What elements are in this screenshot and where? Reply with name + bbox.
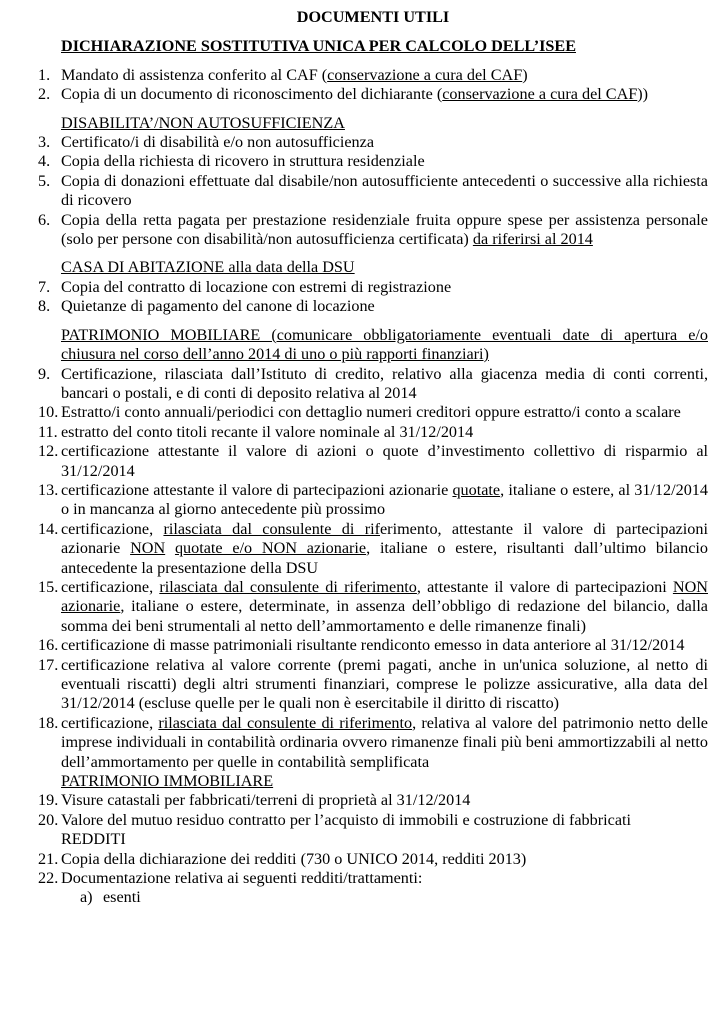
list-item [38, 133, 708, 152]
list-item [38, 211, 708, 250]
text-segment: Copia della richiesta di ricovero in struttura residenziale [61, 152, 425, 171]
list-item [38, 278, 708, 297]
list-item-text [61, 850, 708, 869]
underlined-text: rilasciata dal consulente di rif [163, 519, 380, 538]
list-item-number: a) [80, 888, 93, 907]
list-item-text [61, 66, 708, 85]
text-segment: certificazione relativa al valore corrente (premi pagati, anche in un'unica soluzione, al netto di eventuali riscatti) degli altri strumenti finanziari, comprese le polizze assicurative, alla data del 31/12/2014 (escluse quelle per le quali non è esercitabile il diritto di riscatto) [61, 655, 708, 713]
list-item-number: 12. [38, 442, 59, 461]
text-segment: certificazione, [61, 519, 164, 538]
list-item-text [61, 578, 708, 636]
list-item [38, 520, 708, 578]
underlined-text: da riferirsi al 2014 [472, 230, 593, 249]
list-item-number: 1. [38, 65, 51, 84]
list-item-number: 19. [38, 791, 59, 810]
document-heading: DICHIARAZIONE SOSTITUTIVA UNICA PER CALCOLO DELL’ISEE [61, 37, 576, 56]
list-item-text [61, 297, 708, 316]
text-segment: Visure catastali per fabbricati/terreni di proprietà al 31/12/2014 [61, 791, 471, 810]
list-item-text [61, 133, 708, 152]
list-item-number: 20. [38, 810, 59, 829]
underlined-text: quotate [452, 480, 501, 499]
list-item [38, 714, 708, 772]
list-item [38, 297, 708, 316]
section-heading: DISABILITA’/NON AUTOSUFFICIENZA [61, 113, 345, 132]
list-item-text [61, 869, 708, 888]
text-segment: , relativa al valore del patrimonio netto delle imprese individuali in contabilità ordinaria ovvero rimanenze finali più beni ammortizzabili al netto dell’ammortamento per quelle in contabilità semplificata [61, 713, 708, 771]
list-item-number: 15. [38, 577, 59, 596]
text-segment: , italiane o estere, determinate, in assenza dell’obbligo di redazione del bilancio, dalla somma dei beni strumentali al netto dell’ammortamento e delle rimanenze finali) [61, 597, 708, 635]
text-segment: Copia di un documento di riconoscimento del dichiarante ( [61, 85, 443, 104]
list-item-text [61, 481, 708, 520]
text-segment: estratto del conto titoli recante il valore nominale al 31/12/2014 [61, 422, 474, 441]
list-item [38, 791, 708, 810]
text-segment: Copia della retta pagata per prestazione residenziale fruita oppure spese per assistenza personale (solo per persone con disabilità/non autosufficienza certificata) [61, 210, 708, 249]
text-segment: Certificato/i di disabilità e/o non autosufficienza [61, 133, 375, 152]
list-item-text [61, 791, 708, 810]
list-item-text [61, 423, 708, 442]
list-item-number: 11. [38, 422, 58, 441]
list-item [38, 423, 708, 442]
list-item-text [103, 888, 708, 907]
list-item-number: 4. [38, 152, 51, 171]
list-item-number: 22. [38, 869, 59, 888]
list-item-number: 6. [38, 210, 51, 229]
list-item-text [61, 365, 708, 404]
list-item-number: 14. [38, 519, 59, 538]
list-item-text [61, 442, 708, 481]
text-segment: , attestante il valore di partecipazioni [416, 577, 673, 596]
underlined-text: NON [130, 539, 166, 558]
section-heading: CASA DI ABITAZIONE alla data della DSU [61, 258, 355, 277]
section-heading: PATRIMONIO IMMOBILIARE [61, 772, 274, 791]
list-item [38, 442, 708, 481]
list-item-text [61, 278, 708, 297]
document-title: DOCUMENTI UTILI [296, 8, 450, 26]
list-item [38, 636, 708, 655]
list-item [38, 481, 708, 520]
text-segment: Valore del mutuo residuo contratto per l’acquisto di immobili e costruzione di fabbricati [61, 810, 631, 829]
text-segment: , italiane o estere, risultanti dall’ultimo bilancio antecedente la presentazione della DSU [61, 539, 708, 577]
list-item-text [61, 811, 708, 830]
document-list [38, 66, 708, 908]
list-item-text [61, 714, 708, 772]
list-item [38, 66, 708, 85]
text-segment: certificazione, [61, 713, 159, 732]
text-segment: Copia di donazioni effettuate dal disabile/non autosufficiente antecedenti o successive alla richiesta di ricovero [61, 171, 708, 210]
text-segment [165, 539, 175, 557]
text-segment: Documentazione relativa ai seguenti redditi/trattamenti: [61, 869, 423, 888]
list-item-number: 7. [38, 277, 51, 296]
list-item-text [61, 520, 708, 578]
text-segment: Quietanze di pagamento del canone di locazione [61, 297, 375, 316]
text-segment: , italiane o estere, al 31/12/2014 o in mancanza al giorno antecedente più prossimo [61, 480, 708, 519]
list-item-text [61, 211, 708, 250]
document-page [38, 8, 708, 908]
text-segment: esenti [103, 888, 141, 907]
list-item [38, 403, 708, 422]
list-item-text [61, 85, 708, 104]
text-segment: )) [637, 85, 649, 104]
list-item-number: 5. [38, 171, 51, 190]
list-item [38, 152, 708, 171]
list-item-number: 17. [38, 655, 59, 674]
list-item-number: 8. [38, 297, 51, 316]
list-item-text [61, 403, 708, 422]
list-item [38, 172, 708, 211]
underlined-text: conservazione a cura del CAF [327, 65, 523, 84]
text-segment: ) [522, 65, 528, 84]
list-item [80, 888, 708, 907]
list-item-text [61, 152, 708, 171]
list-item-text [61, 656, 708, 714]
list-item-number: 21. [38, 849, 59, 868]
list-item [38, 869, 708, 888]
list-item-number: 9. [38, 364, 51, 383]
list-item-text [61, 172, 708, 211]
underlined-text: quotate e/o NON azionarie [174, 539, 367, 558]
list-item-number: 18. [38, 713, 59, 732]
list-item-number: 10. [38, 403, 59, 422]
list-item-number: 16. [38, 636, 59, 655]
list-item [38, 365, 708, 404]
underlined-text: rilasciata dal consulente di riferimento [158, 713, 413, 732]
text-segment: Copia del contratto di locazione con estremi di registrazione [61, 277, 452, 296]
list-item [38, 85, 708, 104]
text-segment: certificazione attestante il valore di partecipazioni azionarie [61, 480, 453, 499]
list-item [38, 578, 708, 636]
list-item-number: 13. [38, 480, 59, 499]
underlined-text: rilasciata dal consulente di riferimento [159, 577, 417, 596]
section-heading: PATRIMONIO MOBILIARE (comunicare obbligatoriamente eventuali date di apertura e/o chiusura nel corso dell’anno 2014 di uno o più rapporti finanziari) [61, 325, 708, 364]
text-segment: Mandato di assistenza conferito al CAF ( [61, 65, 328, 84]
text-segment: certificazione attestante il valore di azioni o quote d’investimento collettivo di risparmio al 31/12/2014 [61, 442, 708, 480]
list-item-number: 3. [38, 133, 51, 152]
list-item [38, 850, 708, 869]
list-item [38, 656, 708, 714]
text-segment: Certificazione, rilasciata dall’Istituto di credito, relativo alla giacenza media di conti correnti, bancari o postali, e di conti di deposito relativa al 2014 [61, 364, 708, 402]
text-segment: Copia della dichiarazione dei redditi (730 o UNICO 2014, redditi 2013) [61, 849, 527, 868]
text-segment: erimento, attestante il valore di partecipazioni azionarie [61, 519, 708, 558]
underlined-text: NON azionarie [61, 577, 708, 616]
list-item-number: 2. [38, 85, 51, 104]
list-item [38, 811, 708, 830]
underlined-text: conservazione a cura del CAF [442, 85, 638, 104]
text-segment: certificazione di masse patrimoniali risultante rendiconto emesso in data anteriore al 31/12/2014 [61, 636, 685, 655]
section-heading: REDDITI [61, 830, 126, 849]
list-item-text [61, 636, 708, 655]
text-segment: Estratto/i conto annuali/periodici con dettaglio numeri creditori oppure estratto/i conto a scalare [61, 403, 681, 422]
text-segment: certificazione, [61, 577, 160, 596]
